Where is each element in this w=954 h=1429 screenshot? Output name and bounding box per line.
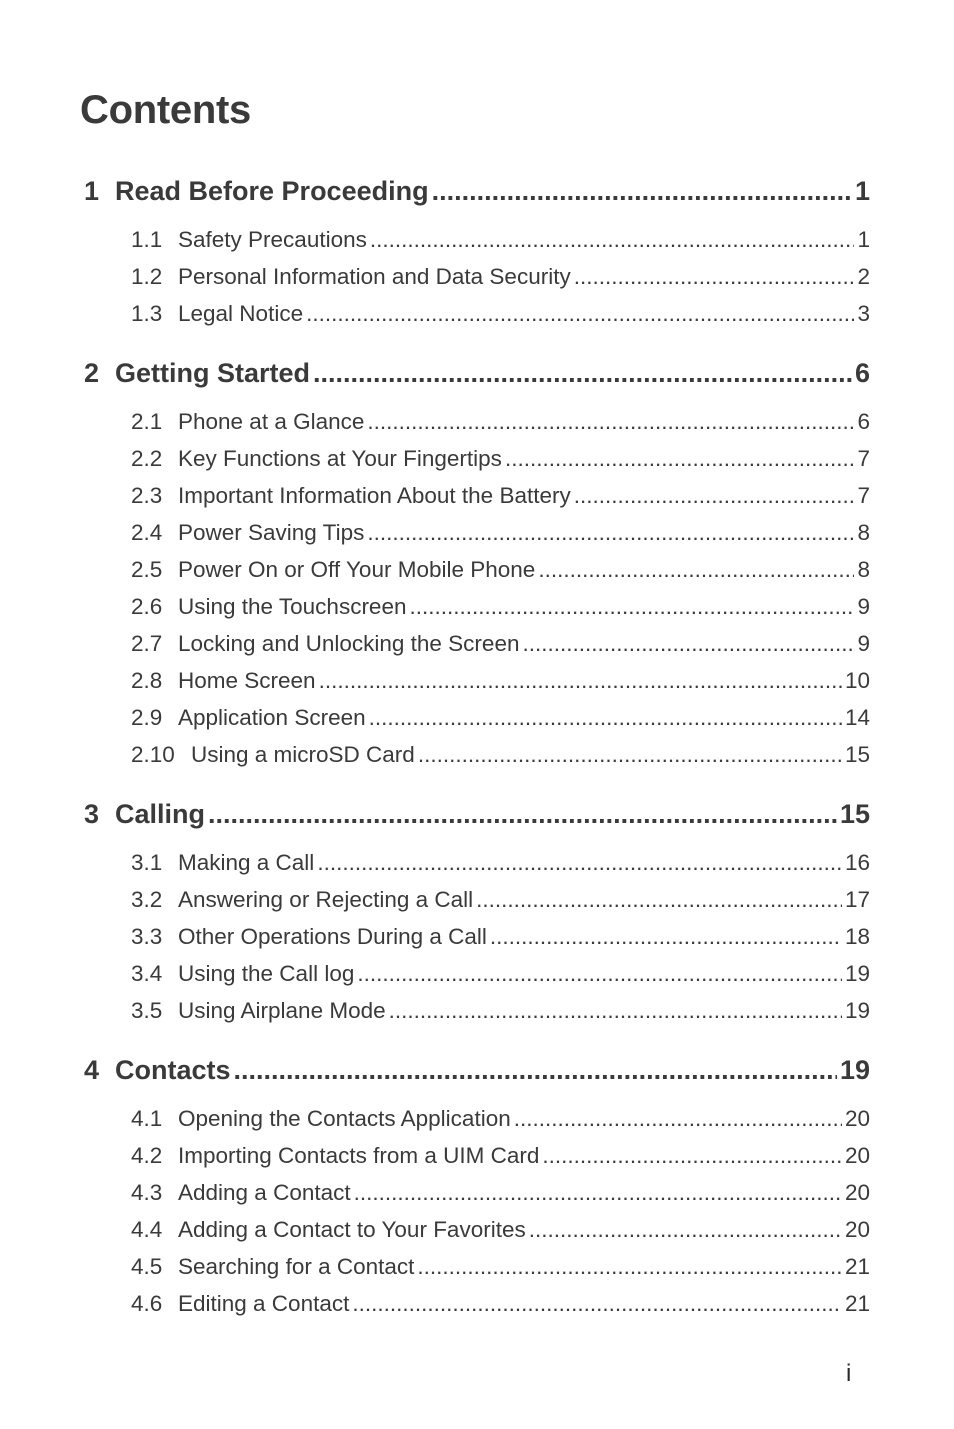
section-number: 2.9 [131, 705, 163, 730]
section-page: 2 [857, 264, 870, 289]
toc-section-2-9[interactable] [131, 703, 870, 733]
toc-section-3-5[interactable] [131, 996, 870, 1026]
section-title: Using the Touchscreen [178, 594, 407, 619]
toc-chapter-2[interactable] [84, 355, 870, 391]
section-number: 4.3 [131, 1180, 163, 1205]
dot-leader [529, 1215, 842, 1245]
section-page: 16 [844, 850, 870, 875]
dot-leader [538, 555, 854, 585]
dot-leader [490, 922, 842, 952]
section-page: 21 [844, 1291, 870, 1316]
page-title: Contents [80, 88, 251, 132]
section-page: 1 [857, 227, 870, 252]
section-title: Key Functions at Your Fingertips [178, 446, 502, 471]
dot-leader [306, 299, 854, 329]
dot-leader [418, 740, 842, 770]
section-page: 7 [857, 483, 870, 508]
chapter-title: Calling [115, 799, 206, 829]
dot-leader [542, 1141, 842, 1171]
chapter-number: 1 [84, 176, 100, 206]
section-title: Power Saving Tips [178, 520, 365, 545]
dot-leader [522, 629, 854, 659]
dot-leader [369, 703, 842, 733]
section-page: 19 [844, 998, 870, 1023]
toc-section-1-1[interactable] [131, 225, 870, 255]
section-page: 8 [857, 520, 870, 545]
dot-leader [367, 518, 854, 548]
section-page: 20 [844, 1106, 870, 1131]
dot-leader [352, 1289, 842, 1319]
section-number: 4.1 [131, 1106, 163, 1131]
dot-leader [574, 262, 855, 292]
section-title: Other Operations During a Call [178, 924, 487, 949]
section-page: 17 [844, 887, 870, 912]
toc-section-3-1[interactable] [131, 848, 870, 878]
dot-leader [234, 1052, 837, 1088]
section-title: Locking and Unlocking the Screen [178, 631, 520, 656]
section-number: 1.2 [131, 264, 163, 289]
dot-leader [389, 996, 842, 1026]
dot-leader [313, 355, 852, 391]
section-title: Editing a Contact [178, 1291, 350, 1316]
dot-leader [417, 1252, 842, 1282]
section-number: 3.4 [131, 961, 163, 986]
section-page: 20 [844, 1217, 870, 1242]
section-title: Power On or Off Your Mobile Phone [178, 557, 536, 582]
toc-section-2-7[interactable] [131, 629, 870, 659]
section-page: 3 [857, 301, 870, 326]
dot-leader [574, 481, 855, 511]
section-number: 3.2 [131, 887, 163, 912]
chapter-page: 19 [839, 1055, 870, 1085]
toc-section-2-10[interactable] [131, 740, 870, 770]
dot-leader [432, 173, 852, 209]
section-number: 3.5 [131, 998, 163, 1023]
section-title: Home Screen [178, 668, 316, 693]
page-folio: i [846, 1360, 852, 1387]
section-title: Safety Precautions [178, 227, 367, 252]
toc-section-3-2[interactable] [131, 885, 870, 915]
section-title: Adding a Contact [178, 1180, 351, 1205]
toc-section-2-1[interactable] [131, 407, 870, 437]
section-number: 2.1 [131, 409, 163, 434]
section-number: 2.7 [131, 631, 163, 656]
section-page: 9 [857, 631, 870, 656]
section-title: Using a microSD Card [191, 742, 415, 767]
chapter-title: Contacts [115, 1055, 231, 1085]
section-title: Adding a Contact to Your Favorites [178, 1217, 526, 1242]
dot-leader [505, 444, 855, 474]
chapter-title: Read Before Proceeding [115, 176, 429, 206]
toc-section-4-5[interactable] [131, 1252, 870, 1282]
toc-section-1-3[interactable] [131, 299, 870, 329]
toc-chapter-4[interactable] [84, 1052, 870, 1088]
chapter-page: 1 [854, 176, 870, 206]
section-title: Personal Information and Data Security [178, 264, 571, 289]
toc-section-4-1[interactable] [131, 1104, 870, 1134]
section-number: 2.4 [131, 520, 163, 545]
section-page: 6 [857, 409, 870, 434]
section-page: 21 [844, 1254, 870, 1279]
section-number: 4.5 [131, 1254, 163, 1279]
section-number: 2.8 [131, 668, 163, 693]
toc-section-2-6[interactable] [131, 592, 870, 622]
dot-leader [476, 885, 842, 915]
dot-leader [319, 666, 842, 696]
section-page: 18 [844, 924, 870, 949]
chapter-number: 4 [84, 1055, 100, 1085]
section-page: 9 [857, 594, 870, 619]
dot-leader [409, 592, 854, 622]
section-page: 20 [844, 1180, 870, 1205]
toc-section-3-3[interactable] [131, 922, 870, 952]
section-title: Using the Call log [178, 961, 355, 986]
section-page: 19 [844, 961, 870, 986]
toc-section-3-4[interactable] [131, 959, 870, 989]
toc-section-2-8[interactable] [131, 666, 870, 696]
section-number: 2.3 [131, 483, 163, 508]
toc-chapter-1[interactable] [84, 173, 870, 209]
section-page: 15 [844, 742, 870, 767]
toc-section-4-3[interactable] [131, 1178, 870, 1208]
toc-section-4-2[interactable] [131, 1141, 870, 1171]
toc-section-2-4[interactable] [131, 518, 870, 548]
section-title: Searching for a Contact [178, 1254, 415, 1279]
section-page: 8 [857, 557, 870, 582]
section-title: Making a Call [178, 850, 315, 875]
section-number: 1.1 [131, 227, 163, 252]
dot-leader [317, 848, 842, 878]
section-title: Important Information About the Battery [178, 483, 571, 508]
section-number: 4.6 [131, 1291, 163, 1316]
section-number: 2.5 [131, 557, 163, 582]
toc-section-2-2[interactable] [131, 444, 870, 474]
section-number: 4.4 [131, 1217, 163, 1242]
section-number: 2.6 [131, 594, 163, 619]
dot-leader [208, 796, 837, 832]
section-page: 20 [844, 1143, 870, 1168]
section-title: Opening the Contacts Application [178, 1106, 511, 1131]
toc-chapter-3[interactable] [84, 796, 870, 832]
section-title: Phone at a Glance [178, 409, 365, 434]
chapter-page: 6 [854, 358, 870, 388]
section-title: Importing Contacts from a UIM Card [178, 1143, 540, 1168]
section-title: Answering or Rejecting a Call [178, 887, 474, 912]
dot-leader [367, 407, 854, 437]
section-number: 2.10 [131, 742, 175, 767]
section-title: Application Screen [178, 705, 366, 730]
chapter-number: 2 [84, 358, 100, 388]
section-number: 4.2 [131, 1143, 163, 1168]
dot-leader [514, 1104, 842, 1134]
chapter-page: 15 [839, 799, 870, 829]
toc-section-2-5[interactable] [131, 555, 870, 585]
section-page: 14 [844, 705, 870, 730]
toc-section-1-2[interactable] [131, 262, 870, 292]
dot-leader [370, 225, 855, 255]
toc-section-2-3[interactable] [131, 481, 870, 511]
section-page: 10 [844, 668, 870, 693]
section-number: 3.3 [131, 924, 163, 949]
section-number: 3.1 [131, 850, 163, 875]
section-number: 2.2 [131, 446, 163, 471]
chapter-number: 3 [84, 799, 100, 829]
section-title: Using Airplane Mode [178, 998, 386, 1023]
section-title: Legal Notice [178, 301, 304, 326]
chapter-title: Getting Started [115, 358, 311, 388]
toc-section-4-6[interactable] [131, 1289, 870, 1319]
section-page: 7 [857, 446, 870, 471]
dot-leader [357, 959, 842, 989]
section-number: 1.3 [131, 301, 163, 326]
dot-leader [354, 1178, 842, 1208]
toc-section-4-4[interactable] [131, 1215, 870, 1245]
